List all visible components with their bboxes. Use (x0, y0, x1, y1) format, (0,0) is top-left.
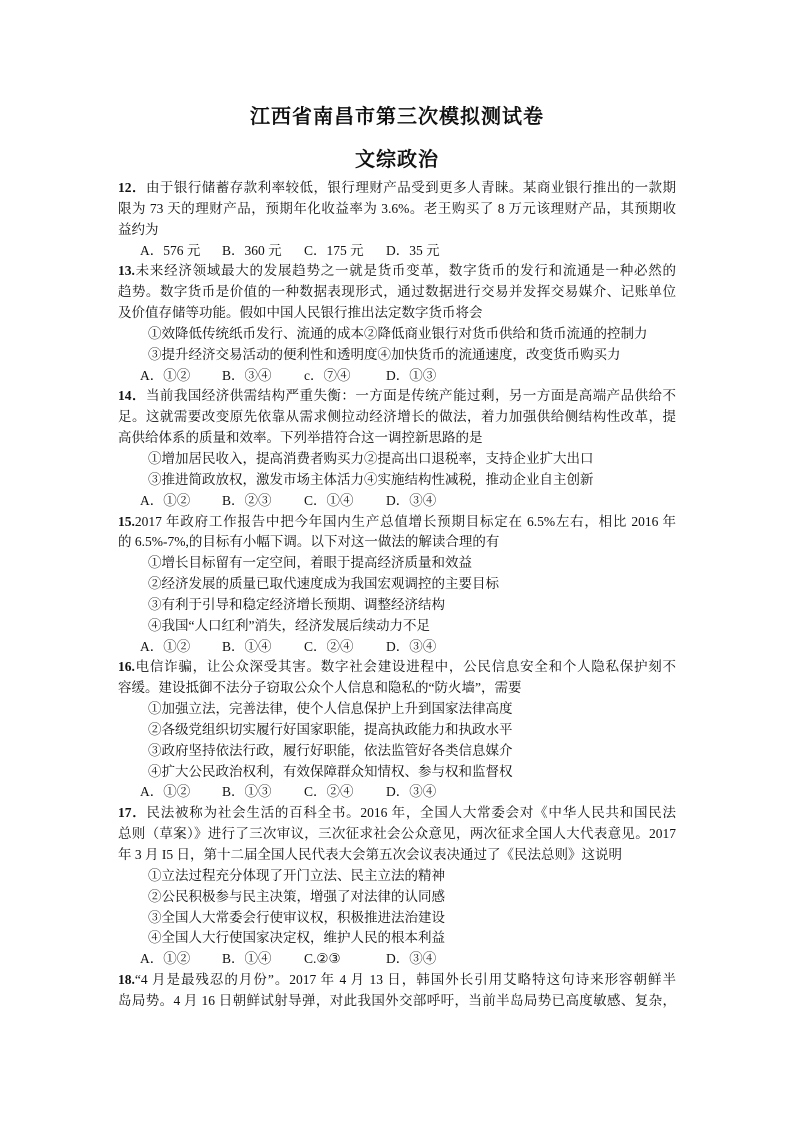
question-stem-text: 益约为 (118, 221, 159, 237)
question-17 (118, 803, 676, 970)
question-stem-text: 足。这就需要改变原先依靠从需求侧拉动经济增长的做法，着力加强供给侧结构性改革，提 (118, 409, 676, 425)
question-stem-line (118, 678, 676, 699)
question-stem-line (118, 803, 676, 824)
question-statement: ②各级党组织切实履行好国家职能，提高执政能力和执政水平 (148, 721, 513, 737)
question-stem-text: 的 6.5%-7%,的目标有小幅下调。以下对这一做法的解读合理的有 (118, 534, 500, 550)
answer-options (118, 782, 676, 803)
question-statement: ①增长目标留有一定空间，着眼于提高经济质量和效益 (148, 555, 472, 571)
answer-option: D．①③ (386, 367, 437, 383)
question-statement: ③有利于引导和稳定经济增长预期、调整经济结构 (148, 596, 445, 612)
question-stem-text: 高供给体系的质量和效率。下列举措符合这一调控新思路的是 (118, 430, 483, 446)
question-number: 12． (118, 180, 146, 195)
question-number: 13. (118, 263, 135, 279)
question-stem-text: 由于银行储蓄存款利率较低，银行理财产品受到更多人青睐。某商业银行推出的一款期 (145, 180, 676, 195)
page-title: 江西省南昌市第三次模拟测试卷 (250, 106, 544, 128)
answer-option: C.②③ (304, 951, 341, 967)
question-stem-line (118, 657, 676, 678)
question-stem-text: 趋势。数字货币是价值的一种数据表现形式，通过数据进行交易并发挥交易媒介、记账单位 (118, 284, 676, 300)
answer-option: A．①② (140, 492, 191, 508)
answer-option: C．175 元 (304, 242, 364, 258)
question-stem-line (118, 282, 676, 303)
question-stem-text: 容缓。建设抵御不法分子窃取公众个人信息和隐私的“防火墙”，需要 (118, 680, 522, 696)
question-number: 14． (118, 388, 146, 404)
question-stem-line (118, 428, 676, 449)
answer-option: D．③④ (386, 784, 437, 800)
question-stem-text: 总则（草案）》进行了三次审议，三次征求社会公众意见，两次征求全国人大代表意见。2017 (118, 826, 676, 842)
question-stem-text: 年 3 月 I5 日，第十二届全国人民代表大会第五次会议表决通过了《民法总则》这说明 (118, 847, 622, 862)
answer-option: D．35 元 (386, 242, 440, 258)
question-statement: ②公民积极参与民主决策，增强了对法律的认同感 (148, 888, 445, 904)
question-statement: ②经济发展的质量已取代速度成为我国宏观调控的主要目标 (148, 576, 499, 592)
answer-option: c．⑦④ (304, 367, 351, 383)
question-stem-text: 岛局势。4 月 16 日朝鲜试射导弹，对此我国外交部呼吁，当前半岛局势已高度敏感、复杂， (118, 992, 676, 1008)
answer-option: B．②③ (222, 492, 272, 508)
question-list (118, 178, 676, 1012)
question-number: 17． (118, 805, 147, 821)
question-statement: ④全国人大行使国家决定权，维护人民的根本利益 (148, 930, 445, 946)
question-stem-line (118, 970, 676, 991)
answer-option: A．576 元 (140, 242, 201, 258)
question-15 (118, 512, 676, 658)
answer-option: B．③④ (222, 367, 272, 383)
question-stem-line (118, 199, 676, 220)
question-stem-line (118, 386, 676, 407)
question-number: 15. (118, 513, 135, 529)
question-stem-line (118, 991, 676, 1012)
question-statement: ③全国人大常委会行使审议权，积极推进法治建设 (148, 909, 445, 925)
question-statement: ④我国“人口红利”消失，经济发展后续动力不足 (148, 617, 430, 633)
question-stem-line (118, 532, 676, 553)
question-stem-text: 电信诈骗，让公众深受其害。数字社会建设进程中，公民信息安全和个人隐私保护刻不 (134, 659, 676, 675)
answer-options (118, 949, 676, 970)
answer-option: D．③④ (386, 951, 437, 967)
answer-options (118, 366, 676, 387)
question-statement: ①加强立法，完善法律，使个人信息保护上升到国家法律高度 (148, 701, 513, 717)
question-statement: ①立法过程充分体现了开门立法、民主立法的精神 (148, 867, 445, 883)
answer-option: B．360 元 (222, 242, 282, 258)
question-stem-text: “4 月是最残忍的月份”。2017 年 4 月 13 日，韩国外长引用艾略特这句诗来形容朝鲜半 (134, 972, 676, 988)
question-statement: ①增加居民收入，提高消费者购买力②提高出口退税率，支持企业扩大出口 (148, 450, 594, 466)
question-stem-text: 当前我国经济供需结构严重失衡：一方面是传统产能过剩，另一方面是高端产品供给不 (145, 388, 676, 404)
answer-option: A．①② (140, 638, 191, 654)
answer-option: B．①④ (222, 638, 272, 654)
answer-option: C．②④ (304, 784, 354, 800)
question-stem-line (118, 824, 676, 845)
question-stem-text: 及价值存储等功能。假如中国人民银行推出法定数字货币将会 (118, 305, 483, 321)
answer-options (118, 637, 676, 658)
question-stem-text: 民法被称为社会生活的百科全书。2016 年，全国人大常委会对《中华人民共和国民法 (146, 805, 676, 821)
question-number: 16. (118, 659, 135, 675)
question-stem-text: 限为 73 天的理财产品，预期年化收益率为 3.6%。老王购买了 8 万元该理财产品，其预期收 (118, 200, 676, 216)
answer-options (118, 491, 676, 512)
answer-option: A．①② (140, 951, 191, 967)
answer-option: D．③④ (386, 492, 437, 508)
answer-option: C．①④ (304, 492, 354, 508)
question-statement: ③推进简政放权，激发市场主体活力④实施结构性减税，推动企业自主创新 (148, 471, 594, 487)
question-stem-line (118, 512, 676, 533)
question-stem-text: 未来经济领域最大的发展趋势之一就是货币变革，数字货币的发行和流通是一种必然的 (134, 263, 676, 279)
page-subtitle: 文综政治 (355, 149, 439, 171)
question-stem-line (118, 407, 676, 428)
answer-option: A．①② (140, 367, 191, 383)
question-stem-line (118, 845, 676, 866)
question-stem-line (118, 220, 676, 241)
answer-option: C．②④ (304, 638, 354, 654)
answer-option: D．③④ (386, 638, 437, 654)
answer-option: B．①④ (222, 951, 272, 967)
question-stem-line (118, 178, 676, 199)
question-18 (118, 970, 676, 1012)
answer-option: B．①③ (222, 784, 272, 800)
question-statement: ①效降低传统纸币发行、流通的成本②降低商业银行对货币供给和货币流通的控制力 (148, 325, 648, 341)
question-stem-line (118, 303, 676, 324)
question-statement: ③提升经济交易活动的便利性和透明度④加快货币的流通速度，改变货币购买力 (148, 346, 621, 362)
answer-options (118, 241, 676, 262)
question-16 (118, 657, 676, 803)
question-number: 18. (118, 972, 135, 988)
question-statement: ③政府坚持依法行政，履行好职能，依法监管好各类信息媒介 (148, 742, 513, 758)
question-stem-text: 2017 年政府工作报告中把今年国内生产总值增长预期目标定在 6.5%左右，相比 2016 年 (134, 513, 676, 529)
question-13 (118, 261, 676, 386)
question-12 (118, 178, 676, 261)
question-stem-line (118, 261, 676, 282)
answer-option: A．①② (140, 784, 191, 800)
question-statement: ④扩大公民政治权利，有效保障群众知情权、参与权和监督权 (148, 763, 513, 779)
question-14 (118, 386, 676, 511)
